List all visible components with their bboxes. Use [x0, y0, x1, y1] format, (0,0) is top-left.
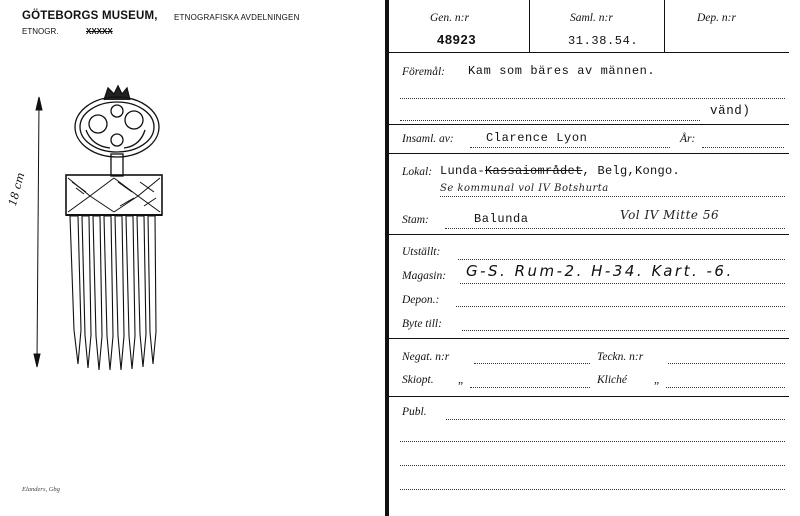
gen-value: 48923 — [437, 32, 477, 47]
dotted-line — [668, 363, 785, 364]
ar-label: År: — [680, 133, 696, 145]
dotted-line — [446, 419, 785, 420]
dotted-line — [445, 228, 785, 229]
rule — [389, 338, 789, 339]
dotted-line — [702, 147, 784, 148]
museum-name: GÖTEBORGS MUSEUM, — [22, 10, 158, 22]
dotted-line — [456, 306, 785, 307]
magasin-handwritten-value: G-S. Rum-2. H-34. Kart. -6. — [466, 262, 734, 280]
comb-teeth — [70, 216, 156, 370]
lokal-value: Lunda-Kassaiområdet, Belg,Kongo. — [440, 164, 681, 178]
rule — [389, 124, 789, 125]
comb-head — [75, 86, 159, 176]
skiopt-ditto: „ — [458, 374, 464, 386]
stam-handwritten-note: Vol IV Mitte 56 — [620, 208, 720, 222]
dotted-line — [400, 120, 700, 121]
dotted-line — [462, 330, 785, 331]
struck-number: XXXXX — [86, 27, 113, 36]
negat-label: Negat. n:r — [402, 351, 450, 363]
dotted-line — [474, 363, 590, 364]
department-name: ETNOGRAFISKA AVDELNINGEN — [174, 13, 300, 22]
magasin-label: Magasin: — [402, 270, 447, 282]
dotted-line — [470, 387, 590, 388]
dotted-line — [458, 259, 785, 260]
card-divider — [385, 0, 389, 516]
depon-label: Depon.: — [402, 294, 440, 306]
stam-value: Balunda — [474, 212, 529, 226]
dotted-line — [400, 441, 785, 442]
rule — [389, 153, 789, 154]
column-separator — [529, 0, 530, 52]
printer-mark: Elanders, Gbg — [22, 486, 60, 493]
size-label: 18 cm — [6, 171, 28, 208]
publ-label: Publ. — [402, 406, 427, 418]
vand-note: vänd) — [710, 104, 751, 118]
gen-label: Gen. n:r — [430, 12, 469, 24]
lokal-label: Lokal: — [402, 166, 433, 178]
foremal-value: Kam som bäres av männen. — [468, 64, 656, 78]
saml-label: Saml. n:r — [570, 12, 613, 24]
dotted-line — [460, 283, 785, 284]
dotted-line — [440, 196, 785, 197]
dotted-line — [400, 489, 785, 490]
insaml-label: Insaml. av: — [402, 133, 454, 145]
lokal-handwritten-note: Se kommunal vol IV Botshurta — [440, 183, 609, 194]
utstallt-label: Utställt: — [402, 246, 441, 258]
teckn-label: Teckn. n:r — [597, 351, 644, 363]
dotted-line — [400, 98, 785, 99]
column-separator — [664, 0, 665, 52]
rule — [389, 396, 789, 397]
comb-drawing — [0, 0, 385, 516]
dotted-line — [470, 147, 670, 148]
skiopt-label: Skiopt. — [402, 374, 434, 386]
measure-arrow — [34, 97, 42, 367]
etnogr-label: ETNOGR. — [22, 27, 59, 36]
dotted-line — [400, 465, 785, 466]
stam-label: Stam: — [402, 214, 429, 226]
kliche-ditto: „ — [654, 374, 660, 386]
rule — [389, 52, 789, 53]
comb-band — [66, 175, 162, 215]
saml-value: 31.38.54. — [568, 34, 639, 48]
dotted-line — [666, 387, 785, 388]
foremal-label: Föremål: — [402, 66, 446, 78]
kliche-label: Kliché — [597, 374, 628, 386]
byte-label: Byte till: — [402, 318, 442, 330]
rule — [389, 234, 789, 235]
insaml-value: Clarence Lyon — [486, 131, 588, 145]
dep-label: Dep. n:r — [697, 12, 736, 24]
